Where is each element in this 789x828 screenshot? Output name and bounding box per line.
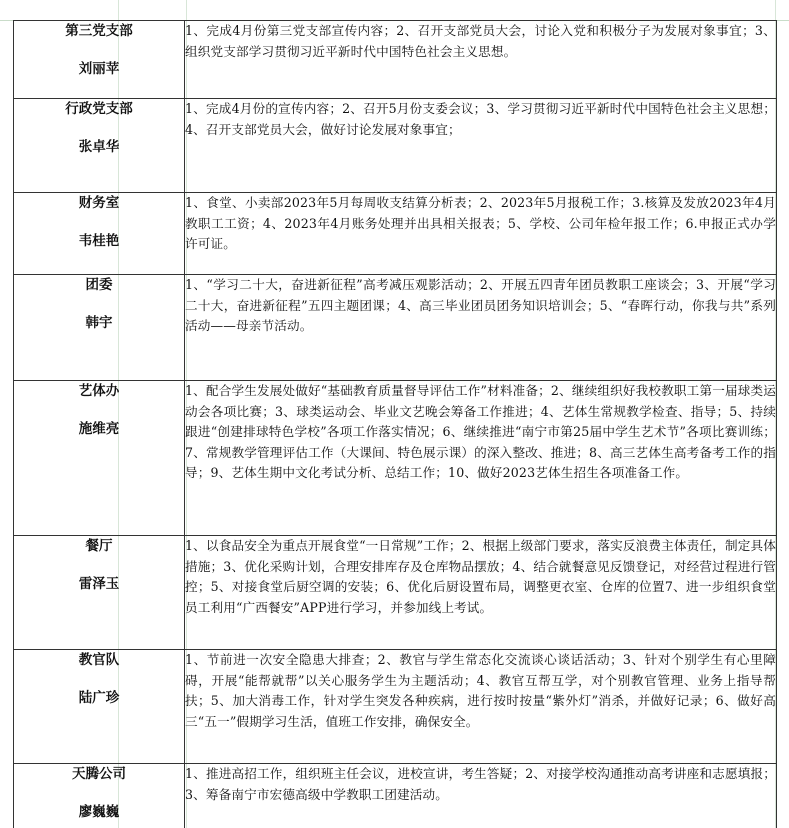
table-row [14, 381, 777, 536]
department-name: 艺体办 [78, 383, 120, 399]
table-row [14, 99, 777, 193]
table-row [14, 764, 777, 828]
department-cell[interactable] [14, 275, 185, 381]
department-name: 财务室 [78, 195, 120, 211]
work-content-cell[interactable]: 1、配合学生发展处做好“基础教育质量督导评估工作”材料准备；2、继续组织好我校教职工第一届球类运动会各项比赛；3、球类运动会、毕业文艺晚会筹备工作推进；4、艺体生常规教学检查、指导；5、持续跟进“创建排球特色学校”各项工作落实情况；6、继续推进“南宁市第25届中学生艺术节”各项比赛训练；7、常规教学管理评估工作（大课间、特色展示课）的深入整改、推进；8、高三艺体生高考备考工作的指导；9、艺体生期中文化考试分析、总结工作；10、做好2023艺体生招生各项准备工作。 [185, 381, 777, 536]
department-cell[interactable] [14, 764, 185, 828]
department-cell[interactable] [14, 650, 185, 764]
department-name: 餐厅 [85, 538, 113, 554]
department-person: 雷泽玉 [78, 576, 120, 592]
department-person: 陆广珍 [78, 690, 120, 706]
table-row [14, 650, 777, 764]
work-content-cell[interactable]: 1、以食品安全为重点开展食堂“一日常规”工作；2、根据上级部门要求，落实反浪费主体责任，制定具体措施；3、优化采购计划，合理安排库存及仓库物品摆放；4、结合就餐意见反馈登记，对经营过程进行管控；5、对接食堂后厨空调的安装；6、优化后厨设置布局，调整更衣室、仓库的位置7、进一步组织食堂员工利用“广西餐安”APP进行学习，并参加线上考试。 [185, 536, 777, 650]
department-person: 廖巍巍 [78, 804, 120, 820]
work-content-cell[interactable]: 1、完成4月份第三党支部宣传内容；2、召开支部党员大会，讨论入党和积极分子为发展对象事宜；3、组织党支部学习贯彻习近平新时代中国特色社会主义思想。 [185, 21, 777, 99]
department-name: 教官队 [78, 652, 120, 668]
department-name: 第三党支部 [65, 23, 133, 39]
work-plan-table [13, 20, 777, 828]
department-person: 张卓华 [78, 139, 120, 155]
work-content-cell[interactable]: 1、“学习二十大，奋进新征程”高考减压观影活动；2、开展五四青年团员教职工座谈会；3、开展“学习二十大，奋进新征程”五四主题团课；4、高三毕业团员团务知识培训会；5、“春晖行动，你我与共”系列活动——母亲节活动。 [185, 275, 777, 381]
department-cell[interactable] [14, 21, 185, 99]
work-content-cell[interactable]: 1、节前进一次安全隐患大排查；2、教官与学生常态化交流谈心谈话活动；3、针对个别学生有心里障碍，开展“能帮就帮”以关心服务学生为主题活动；4、教官互帮互学，对个别教官管理、业务上指导帮扶；5、加大消毒工作，针对学生突发各种疾病，进行按时按量“紫外灯”消杀，并做好记录；6、做好高三“五一”假期学习生活，值班工作安排，确保安全。 [185, 650, 777, 764]
department-name: 天腾公司 [72, 766, 126, 782]
department-name: 行政党支部 [65, 101, 133, 117]
work-content-cell[interactable]: 1、食堂、小卖部2023年5月每周收支结算分析表；2、2023年5月报税工作；3.核算及发放2023年4月教职工工资；4、2023年4月账务处理并出具相关报表；5、学校、公司年检年报工作；6.申报正式办学许可证。 [185, 193, 777, 275]
department-cell[interactable] [14, 193, 185, 275]
work-content-cell[interactable]: 1、推进高招工作，组织班主任会议，进校宣讲，考生答疑；2、对接学校沟通推动高考讲座和志愿填报；3、筹备南宁市宏德高级中学教职工团建活动。 [185, 764, 777, 828]
department-cell[interactable] [14, 536, 185, 650]
table-row [14, 193, 777, 275]
department-person: 刘丽苹 [78, 61, 120, 77]
department-person: 施维亮 [78, 421, 120, 437]
department-cell[interactable] [14, 381, 185, 536]
department-name: 团委 [85, 277, 113, 293]
table-row [14, 536, 777, 650]
department-person: 韩宇 [85, 315, 113, 331]
work-content-cell[interactable]: 1、完成4月份的宣传内容；2、召开5月份支委会议；3、学习贯彻习近平新时代中国特色社会主义思想；4、召开支部党员大会，做好讨论发展对象事宜； [185, 99, 777, 193]
department-person: 韦桂艳 [78, 233, 120, 249]
table-row [14, 275, 777, 381]
table-row [14, 21, 777, 99]
department-cell[interactable] [14, 99, 185, 193]
